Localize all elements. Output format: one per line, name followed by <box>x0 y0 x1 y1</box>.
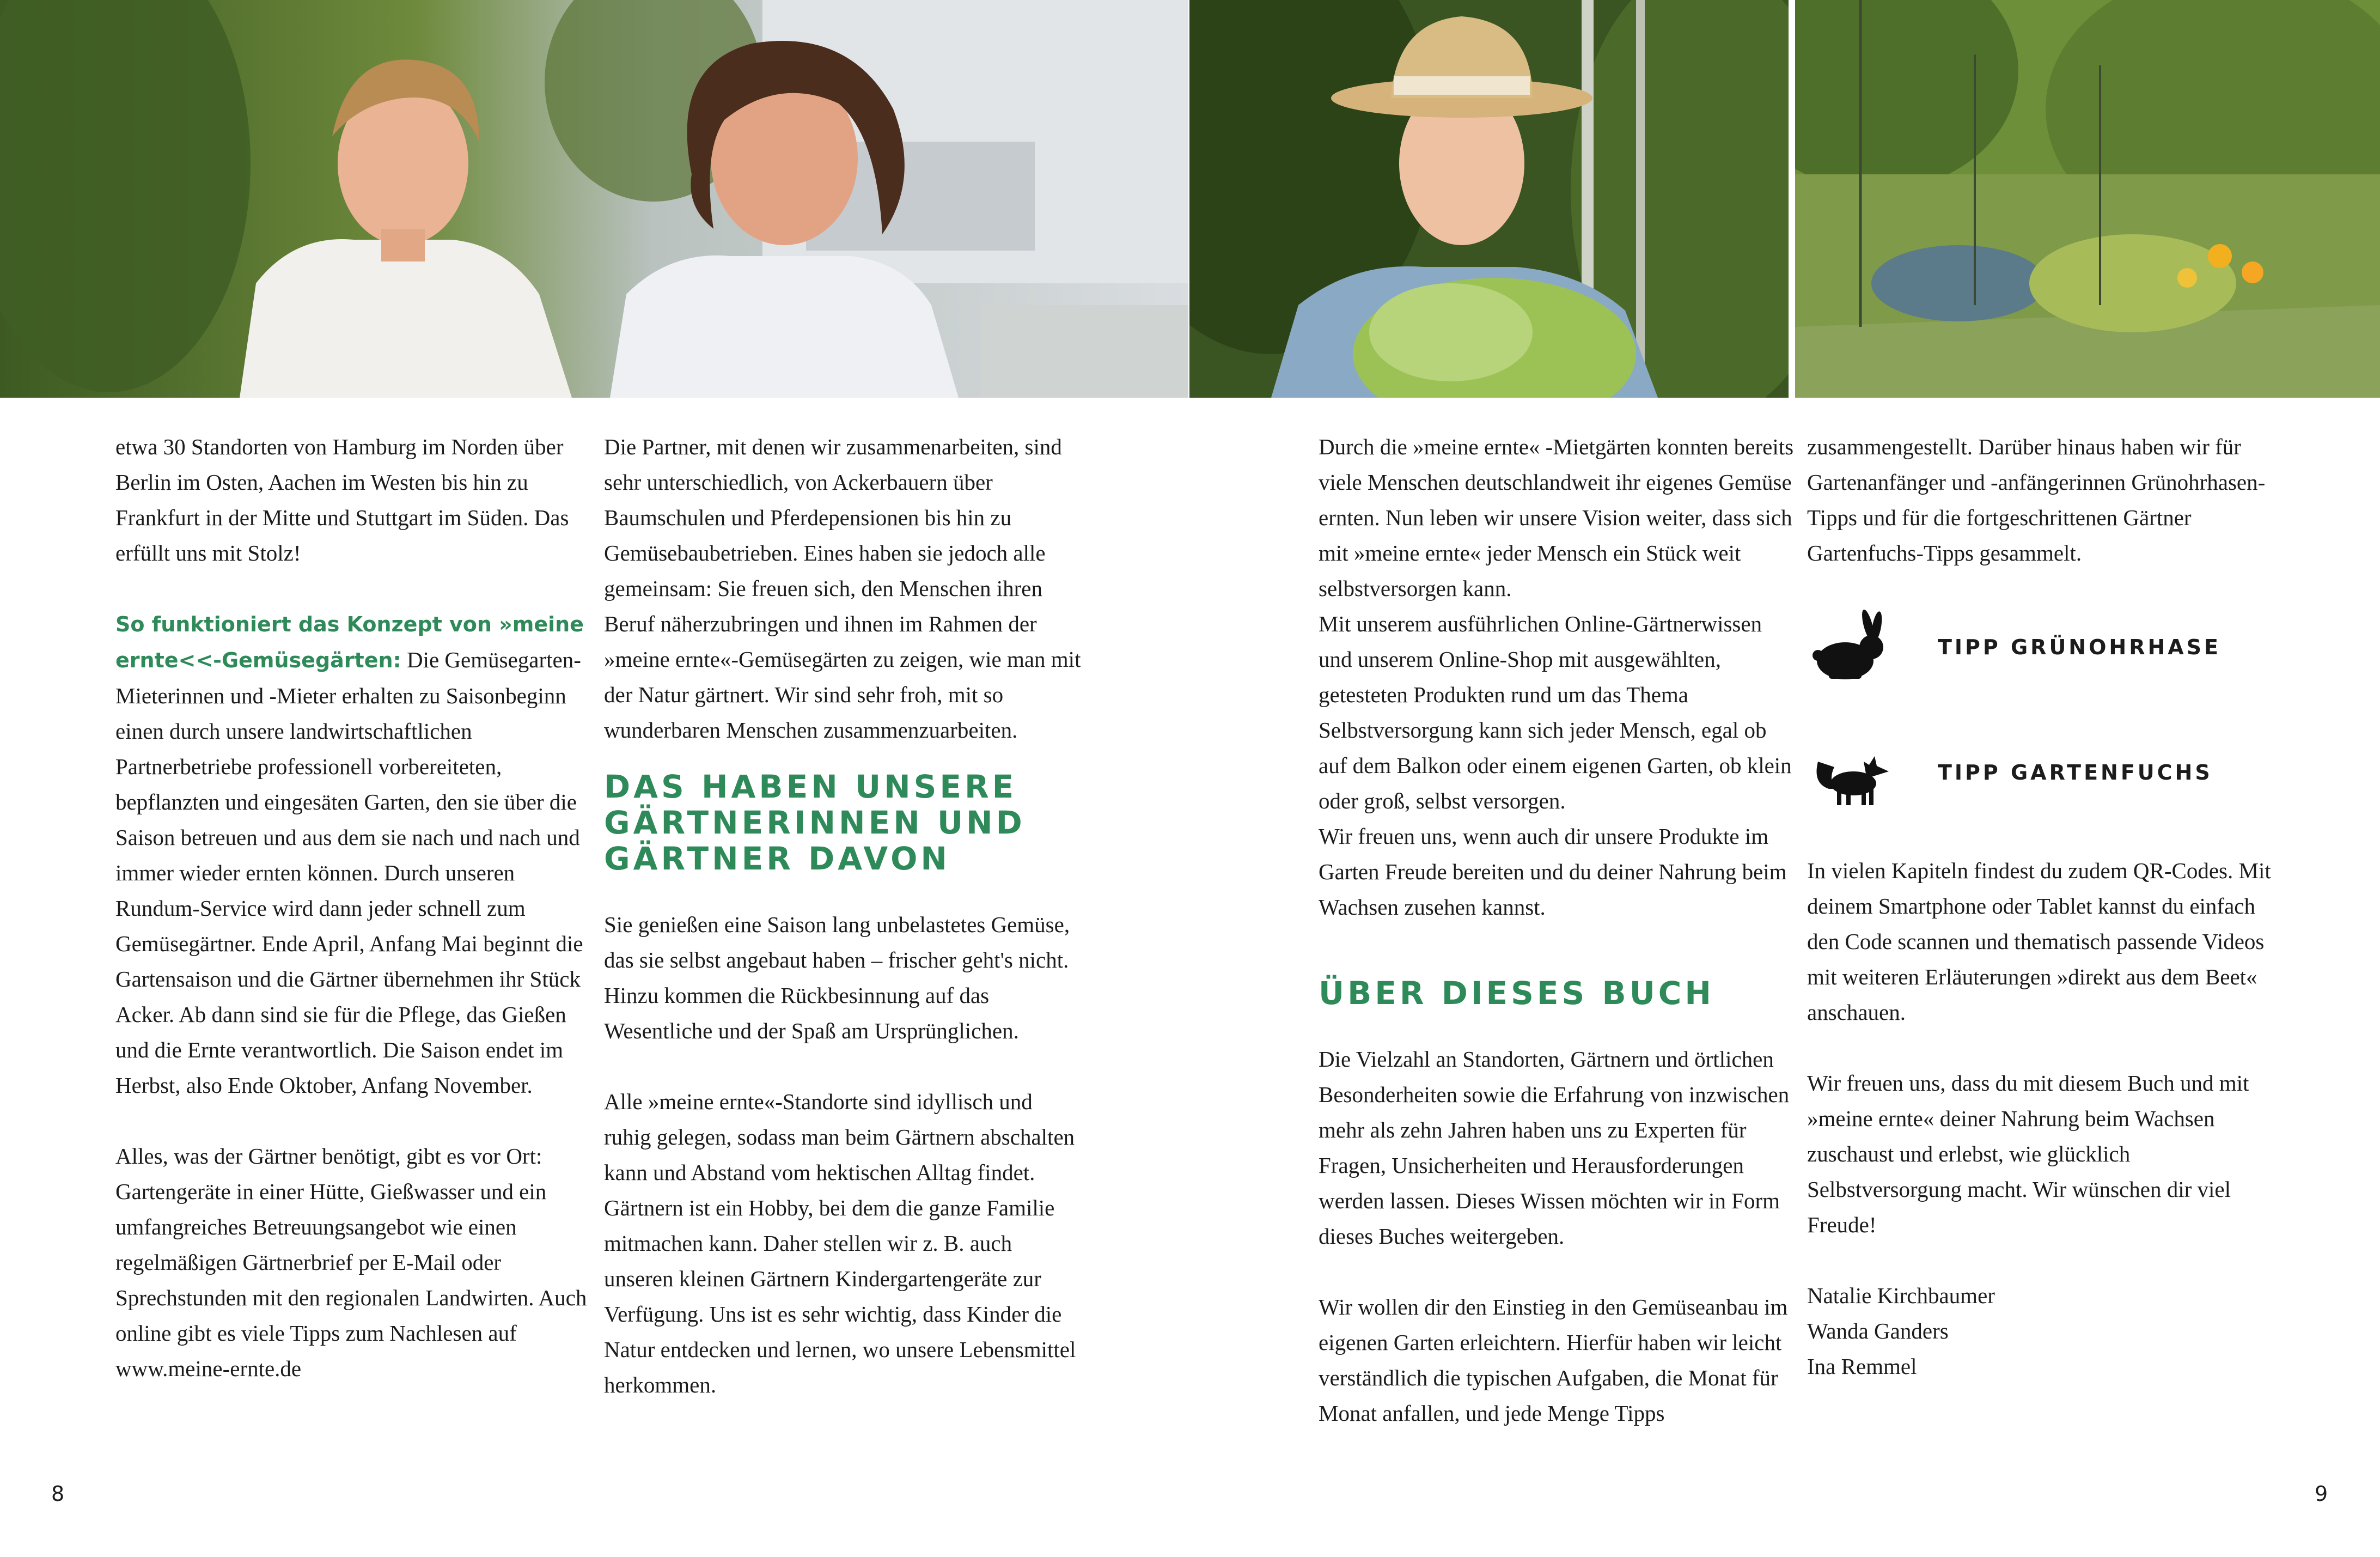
author-name: Ina Remmel <box>1807 1354 1917 1379</box>
tipp-gartenfuchs <box>1807 718 2275 827</box>
col4-paragraph-1: zusammengestellt. Darüber hinaus haben wir für Gartenanfänger und -anfängerinnen Grünohrhasen-Tipps und für die fortgeschrittenen Gärtner Gartenfuchs-Tipps gesammelt. <box>1807 434 2266 565</box>
author-name: Wanda Ganders <box>1807 1318 1949 1343</box>
column-4 <box>1807 429 2275 1384</box>
fox-icon <box>1807 729 1894 816</box>
tipp-gruenohrhase <box>1807 593 2275 702</box>
heading-gaertner: DAS HABEN UNSERE GÄRTNERINNEN UND GÄRTNER DAVON <box>604 768 1026 877</box>
page-number-left: 8 <box>51 1482 65 1506</box>
col3-paragraph-1b: Mit unserem ausführlichen Online-Gärtnerwissen und unserem Online-Shop mit ausgewählten, getesteten Produkten rund um das Thema Selbstversorgung kann sich jeder Mensch, egal ob auf dem Balkon oder einem eigenen Garten, ob klein oder groß, selbst versorgen. <box>1319 611 1792 813</box>
author-list <box>1807 1278 2275 1384</box>
tipp-gruenohrhase-label: TIPP GRÜNOHRHASE <box>1938 635 2222 659</box>
photo-garden <box>1795 0 2380 398</box>
col1-paragraph-3: Alles, was der Gärtner benötigt, gibt es vor Ort: Gartengeräte in einer Hütte, Gießwasser und ein umfangreiches Betreuungsangebot wie einen regelmäßigen Gärtnerbrief per E-Mail oder Sprechstunden mit den regionalen Landwirten. Auch online gibt es viele Tipps zum Nachlesen auf www.meine-ernte.de <box>115 1144 587 1381</box>
column-1 <box>115 429 595 1386</box>
col4-paragraph-3: Wir freuen uns, dass du mit diesem Buch und mit »meine ernte« deiner Nahrung beim Wachsen zuschaust und erlebst, wie glücklich Selbstversorgung macht. Wir wünschen dir viel Freude! <box>1807 1071 2249 1237</box>
col3-paragraph-2: Die Vielzahl an Standorten, Gärtnern und örtlichen Besonderheiten sowie die Erfahrung von inzwischen mehr als zehn Jahren haben uns zu Experten für Fragen, Unsicherheiten und Herausforderungen werden lassen. Dieses Wissen möchten wir in Form dieses Buches weitergeben. <box>1319 1047 1790 1249</box>
column-2 <box>604 429 1083 1403</box>
col3-paragraph-1c: Wir freuen uns, wenn auch dir unsere Produkte im Garten Freude bereiten und du deiner Nahrung beim Wachsen zusehen kannst. <box>1319 824 1787 920</box>
col1-paragraph-1: etwa 30 Standorten von Hamburg im Norden über Berlin im Osten, Aachen im Westen bis hin zu Frankfurt in der Mitte und Stuttgart im Süden. Das erfüllt uns mit Stolz! <box>115 434 569 565</box>
col2-paragraph-2: Sie genießen eine Saison lang unbelastetes Gemüse, das sie selbst angebaut haben – frischer geht's nicht. Hinzu kommen die Rückbesinnung auf das Wesentliche und der Spaß am Ursprünglichen. <box>604 912 1070 1043</box>
col4-paragraph-2: In vielen Kapiteln findest du zudem QR-Codes. Mit deinem Smartphone oder Tablet kannst du einfach den Code scannen und thematisch passende Videos mit weiteren Erläuterungen »direkt aus dem Beet« anschauen. <box>1807 858 2271 1025</box>
concept-lead: So funktioniert das Konzept von »meine ernte<<-Gemüsegärten: <box>115 612 584 672</box>
photo-two-women <box>0 0 1188 398</box>
col1-paragraph-2 <box>115 606 595 1103</box>
tipp-gartenfuchs-label: TIPP GARTENFUCHS <box>1938 760 2213 784</box>
photo-woman-hat <box>1189 0 1789 398</box>
rabbit-icon <box>1807 604 1894 691</box>
column-3 <box>1319 429 1798 1431</box>
col3-paragraph-3: Wir wollen dir den Einstieg in den Gemüseanbau im eigenen Garten erleichtern. Hierfür haben wir leicht verständlich die typischen Aufgaben, die Monat für Monat anfallen, und jede Menge Tipps <box>1319 1294 1788 1426</box>
heading-buch: ÜBER DIESES BUCH <box>1319 975 1714 1012</box>
col3-paragraph-1a: Durch die »meine ernte« -Mietgärten konnten bereits viele Menschen deutschlandweit ihr eigenes Gemüse ernten. Nun leben wir unsere Vision weiter, dass sich mit »meine ernte« jeder Mensch ein Stück weit selbstversorgen kann. <box>1319 434 1794 601</box>
col2-paragraph-1: Die Partner, mit denen wir zusammenarbeiten, sind sehr unterschiedlich, von Ackerbauern über Baumschulen und Pferdepensionen bis hin zu Gemüsebaubetrieben. Eines haben sie jedoch alle gemeinsam: Sie freuen sich, den Menschen ihren Beruf näherzubringen und ihnen im Rahmen der »meine ernte«-Gemüsegärten zu zeigen, wie man mit der Natur gärtnert. Wir sind sehr froh, mit so wunderbaren Menschen zusammenzuarbeiten. <box>604 434 1081 743</box>
author-name: Natalie Kirchbaumer <box>1807 1283 1995 1308</box>
col2-paragraph-3: Alle »meine ernte«-Standorte sind idyllisch und ruhig gelegen, sodass man beim Gärtnern abschalten kann und Abstand vom hektischen Alltag findet. Gärtnern ist ein Hobby, bei dem die ganze Familie mitmachen kann. Daher stellen wir z. B. auch unseren kleinen Gärtnern Kindergartengeräte zur Verfügung. Uns ist es sehr wichtig, dass Kinder die Natur entdecken und lernen, wo unsere Lebensmittel herkommen. <box>604 1089 1076 1397</box>
concept-body: Die Gemüsegarten-Mieterinnen und -Mieter erhalten zu Saisonbeginn einen durch unsere landwirtschaftlichen Partnerbetriebe professionell vorbereiteten, bepflanzten und eingesäten Garten, den sie über die Saison betreuen und aus dem sie nach und nach und immer wieder ernten können. Durch unseren Rundum-Service wird dann jeder schnell zum Gemüsegärtner. Ende April, Anfang Mai beginnt die Gartensaison und die Gärtner übernehmen ihr Stück Acker. Ab dann sind sie für die Pflege, das Gießen und die Ernte verantwortlich. Die Saison endet im Herbst, also Ende Oktober, Anfang November. <box>115 647 583 1098</box>
page-number-right: 9 <box>2315 1482 2328 1506</box>
